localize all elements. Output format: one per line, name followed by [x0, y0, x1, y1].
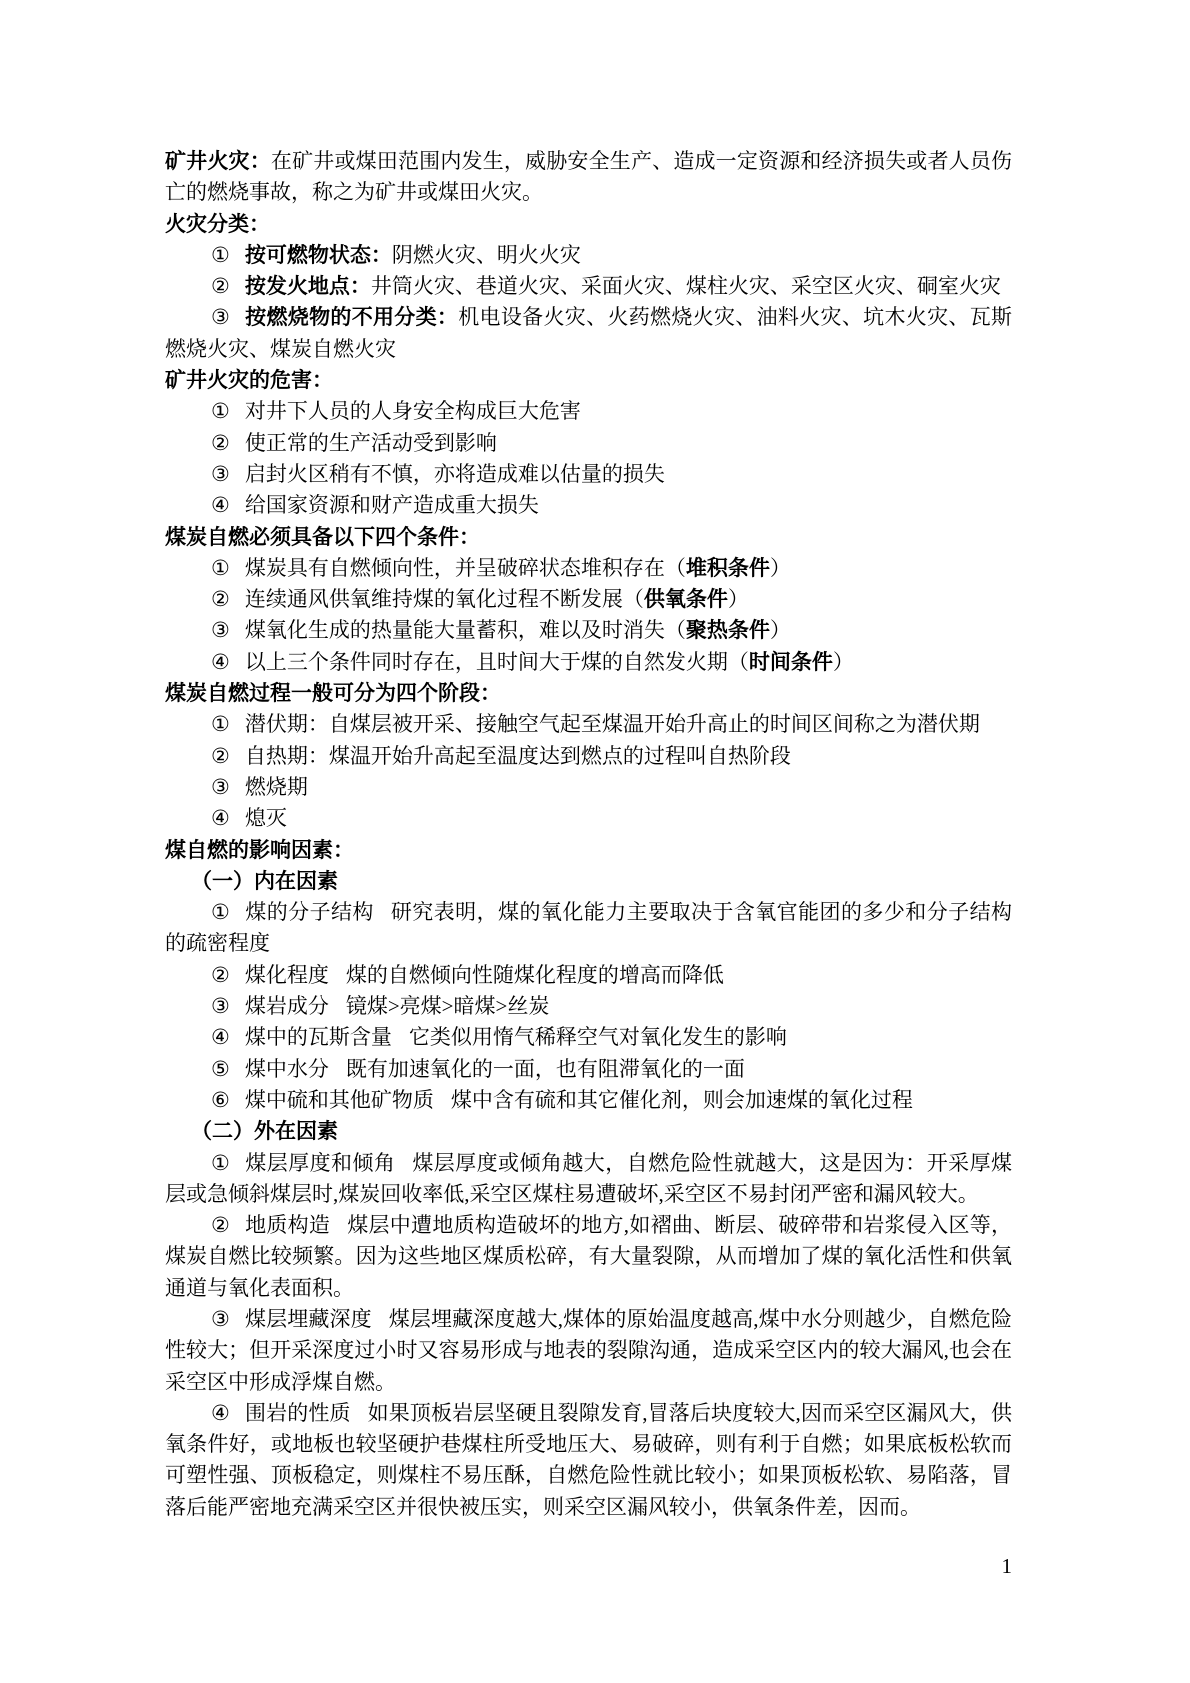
item-body: 启封火区稍有不慎，亦将造成难以估量的损失 — [244, 461, 665, 486]
item-number: ② — [211, 430, 230, 455]
item-body: 熄灭 — [244, 806, 287, 831]
item-number: ① — [211, 1150, 231, 1175]
heading-influence-factors: 煤自燃的影响因素： — [165, 838, 354, 862]
item-body: 给国家资源和财产造成重大损失 — [244, 493, 539, 518]
list-item-external-2 — [165, 1210, 1012, 1304]
factor-title: 围岩的性质 — [244, 1400, 351, 1425]
factor-body: 煤中含有硫和其它催化剂，则会加速煤的氧化过程 — [450, 1087, 913, 1112]
item-lead: 按发火地点： — [244, 275, 371, 299]
item-number: ③ — [211, 461, 230, 486]
condition-term: 堆积条件 — [685, 556, 770, 580]
list-item-external-1 — [165, 1148, 1012, 1211]
list-item-condition-4 — [165, 647, 1012, 678]
factor-body: 研究表明，煤的氧化能力主要取决于含氧官能团的多少和分子结构的疏密程度 — [165, 900, 1013, 956]
list-item-internal-3 — [165, 991, 1012, 1022]
factor-title: 煤层厚度和倾角 — [245, 1150, 396, 1175]
item-number: ② — [211, 1213, 231, 1238]
list-item-condition-3 — [165, 615, 1012, 646]
list-item-hazard-1 — [165, 396, 1012, 427]
list-item-classification-2 — [165, 271, 1012, 302]
item-number: ③ — [211, 305, 231, 330]
list-item-internal-4 — [165, 1022, 1012, 1053]
item-number: ② — [211, 587, 230, 612]
item-number: ① — [211, 399, 230, 424]
item-number: ① — [211, 242, 230, 267]
item-body: 自热期：煤温开始升高起至温度达到燃点的过程叫自热阶段 — [244, 743, 791, 768]
condition-term: 聚热条件 — [685, 619, 770, 643]
item-number: ② — [211, 743, 230, 768]
item-body: 对井下人员的人身安全构成巨大危害 — [244, 399, 581, 424]
list-item-internal-1 — [165, 897, 1012, 960]
factor-body: 镜煤>亮煤>暗煤>丝炭 — [345, 994, 550, 1019]
page-number: 1 — [1001, 1554, 1012, 1578]
list-item-hazard-3 — [165, 459, 1012, 490]
item-number: ③ — [211, 774, 230, 799]
heading-combustion-stages: 煤炭自燃过程一般可分为四个阶段： — [165, 682, 501, 706]
factor-title: 煤中水分 — [244, 1056, 329, 1081]
item-tail: ） — [769, 555, 791, 580]
condition-term: 时间条件 — [748, 650, 833, 674]
item-tail: ） — [769, 618, 791, 643]
item-body: 煤氧化生成的热量能大量蓄积，难以及时消失（ — [244, 618, 686, 643]
item-number: ② — [211, 962, 230, 987]
item-number: ③ — [211, 618, 230, 643]
item-number: ④ — [211, 806, 230, 831]
item-number: ① — [211, 712, 230, 737]
list-item-internal-5 — [165, 1054, 1012, 1085]
list-item-external-3 — [165, 1304, 1012, 1398]
factor-title: 地质构造 — [245, 1213, 331, 1238]
item-number: ① — [211, 555, 230, 580]
item-lead: 按燃烧物的不用分类： — [245, 306, 459, 330]
list-item-stage-3 — [165, 772, 1012, 803]
factor-title: 煤层埋藏深度 — [244, 1306, 372, 1331]
condition-term: 供氧条件 — [643, 588, 728, 612]
item-number: ④ — [211, 649, 230, 674]
factor-body: 煤层中遭地质构造破坏的地方,如褶曲、断层、破碎带和岩浆侵入区等，煤炭自燃比较频繁。因为这些地区煤质松碎，有大量裂隙，从而增加了煤的氧化活性和供氧通道与氧化表面积。 — [165, 1213, 1013, 1300]
factor-body: 煤的自燃倾向性随煤化程度的增高而降低 — [345, 962, 724, 987]
list-item-stage-1 — [165, 709, 1012, 740]
factor-title: 煤岩成分 — [244, 994, 329, 1019]
list-item-stage-2 — [165, 741, 1012, 772]
list-item-condition-2 — [165, 584, 1012, 615]
factor-title: 煤中硫和其他矿物质 — [244, 1087, 434, 1112]
item-body: 井筒火灾、巷道火灾、采面火灾、煤柱火灾、采空区火灾、硐室火灾 — [370, 274, 1001, 299]
list-item-external-4 — [165, 1398, 1012, 1523]
subheading-external-factors: （二）外在因素 — [191, 1120, 338, 1144]
item-number: ① — [211, 900, 231, 925]
intro-body: 在矿井或煤田范围内发生，威胁安全生产、造成一定资源和经济损失或者人员伤亡的燃烧事故，称之为矿井或煤田火灾。 — [165, 149, 1013, 205]
list-item-classification-3 — [165, 302, 1012, 365]
subheading-internal-factors: （一）内在因素 — [191, 869, 338, 893]
document-content — [165, 146, 1012, 1523]
item-number: ⑥ — [211, 1087, 230, 1112]
factor-title: 煤中的瓦斯含量 — [244, 1025, 392, 1050]
item-body: 煤炭具有自燃倾向性，并呈破碎状态堆积存在（ — [244, 555, 686, 580]
list-item-internal-2 — [165, 960, 1012, 991]
list-item-stage-4 — [165, 803, 1012, 834]
list-item-condition-1 — [165, 553, 1012, 584]
item-number: ③ — [211, 1306, 230, 1331]
heading-combustion-conditions: 煤炭自燃必须具备以下四个条件： — [165, 525, 480, 549]
factor-body: 煤层埋藏深度越大,煤体的原始温度越高,煤中水分则越少，自燃危险性较大；但开采深度过小时又容易形成与地表的裂隙沟通，造成采空区内的较大漏风,也会在采空区中形成浮煤自燃。 — [165, 1306, 1013, 1394]
item-body: 连续通风供氧维持煤的氧化过程不断发展（ — [244, 587, 644, 612]
heading-fire-hazards: 矿井火灾的危害： — [165, 369, 333, 393]
item-body: 燃烧期 — [244, 774, 308, 799]
factor-body: 既有加速氧化的一面，也有阻滞氧化的一面 — [345, 1056, 745, 1081]
factor-body: 如果顶板岩层坚硬且裂隙发育,冒落后块度较大,因而采空区漏风大，供氧条件好，或地板也较坚硬护巷煤柱所受地压大、易破碎，则有利于自燃；如果底板松软而可塑性强、顶板稳定，则煤柱不易压酥，自燃危险性就比较小；如果顶板松软、易陷落，冒落后能严密地充满采空区并很快被压实，则采空区漏风较小，供氧条件差，因而。 — [165, 1400, 1013, 1519]
heading-fire-classification: 火灾分类： — [165, 212, 270, 236]
list-item-hazard-4 — [165, 490, 1012, 521]
item-number: ④ — [211, 1400, 230, 1425]
item-body: 阴燃火灾、明火火灾 — [391, 242, 581, 267]
factor-title: 煤的分子结构 — [245, 900, 374, 925]
list-item-classification-1 — [165, 240, 1012, 271]
intro-lead: 矿井火灾： — [165, 150, 271, 173]
item-lead: 按可燃物状态： — [244, 243, 392, 267]
item-body: 潜伏期：自煤层被开采、接触空气起至煤温开始升高止的时间区间称之为潜伏期 — [244, 712, 980, 737]
item-tail: ） — [727, 587, 749, 612]
list-item-hazard-2 — [165, 428, 1012, 459]
factor-body: 它类似用惰气稀释空气对氧化发生的影响 — [408, 1025, 787, 1050]
factor-title: 煤化程度 — [244, 962, 329, 987]
item-body: 以上三个条件同时存在，且时间大于煤的自然发火期（ — [244, 649, 749, 674]
item-number: ④ — [211, 493, 230, 518]
item-number: ⑤ — [211, 1056, 230, 1081]
item-body: 使正常的生产活动受到影响 — [244, 430, 497, 455]
list-item-internal-6 — [165, 1085, 1012, 1116]
item-number: ④ — [211, 1025, 230, 1050]
item-number: ③ — [211, 994, 230, 1019]
factor-body: 煤层厚度或倾角越大，自燃危险性就越大，这是因为：开采厚煤层或急倾斜煤层时,煤炭回收率低,采空区煤柱易遭破坏,采空区不易封闭严密和漏风较大。 — [165, 1150, 1013, 1206]
intro-paragraph — [165, 146, 1012, 209]
item-number: ② — [211, 274, 230, 299]
item-body: 机电设备火灾、火药燃烧火灾、油料火灾、坑木火灾、瓦斯燃烧火灾、煤炭自燃火灾 — [165, 305, 1013, 361]
item-tail: ） — [832, 649, 854, 674]
